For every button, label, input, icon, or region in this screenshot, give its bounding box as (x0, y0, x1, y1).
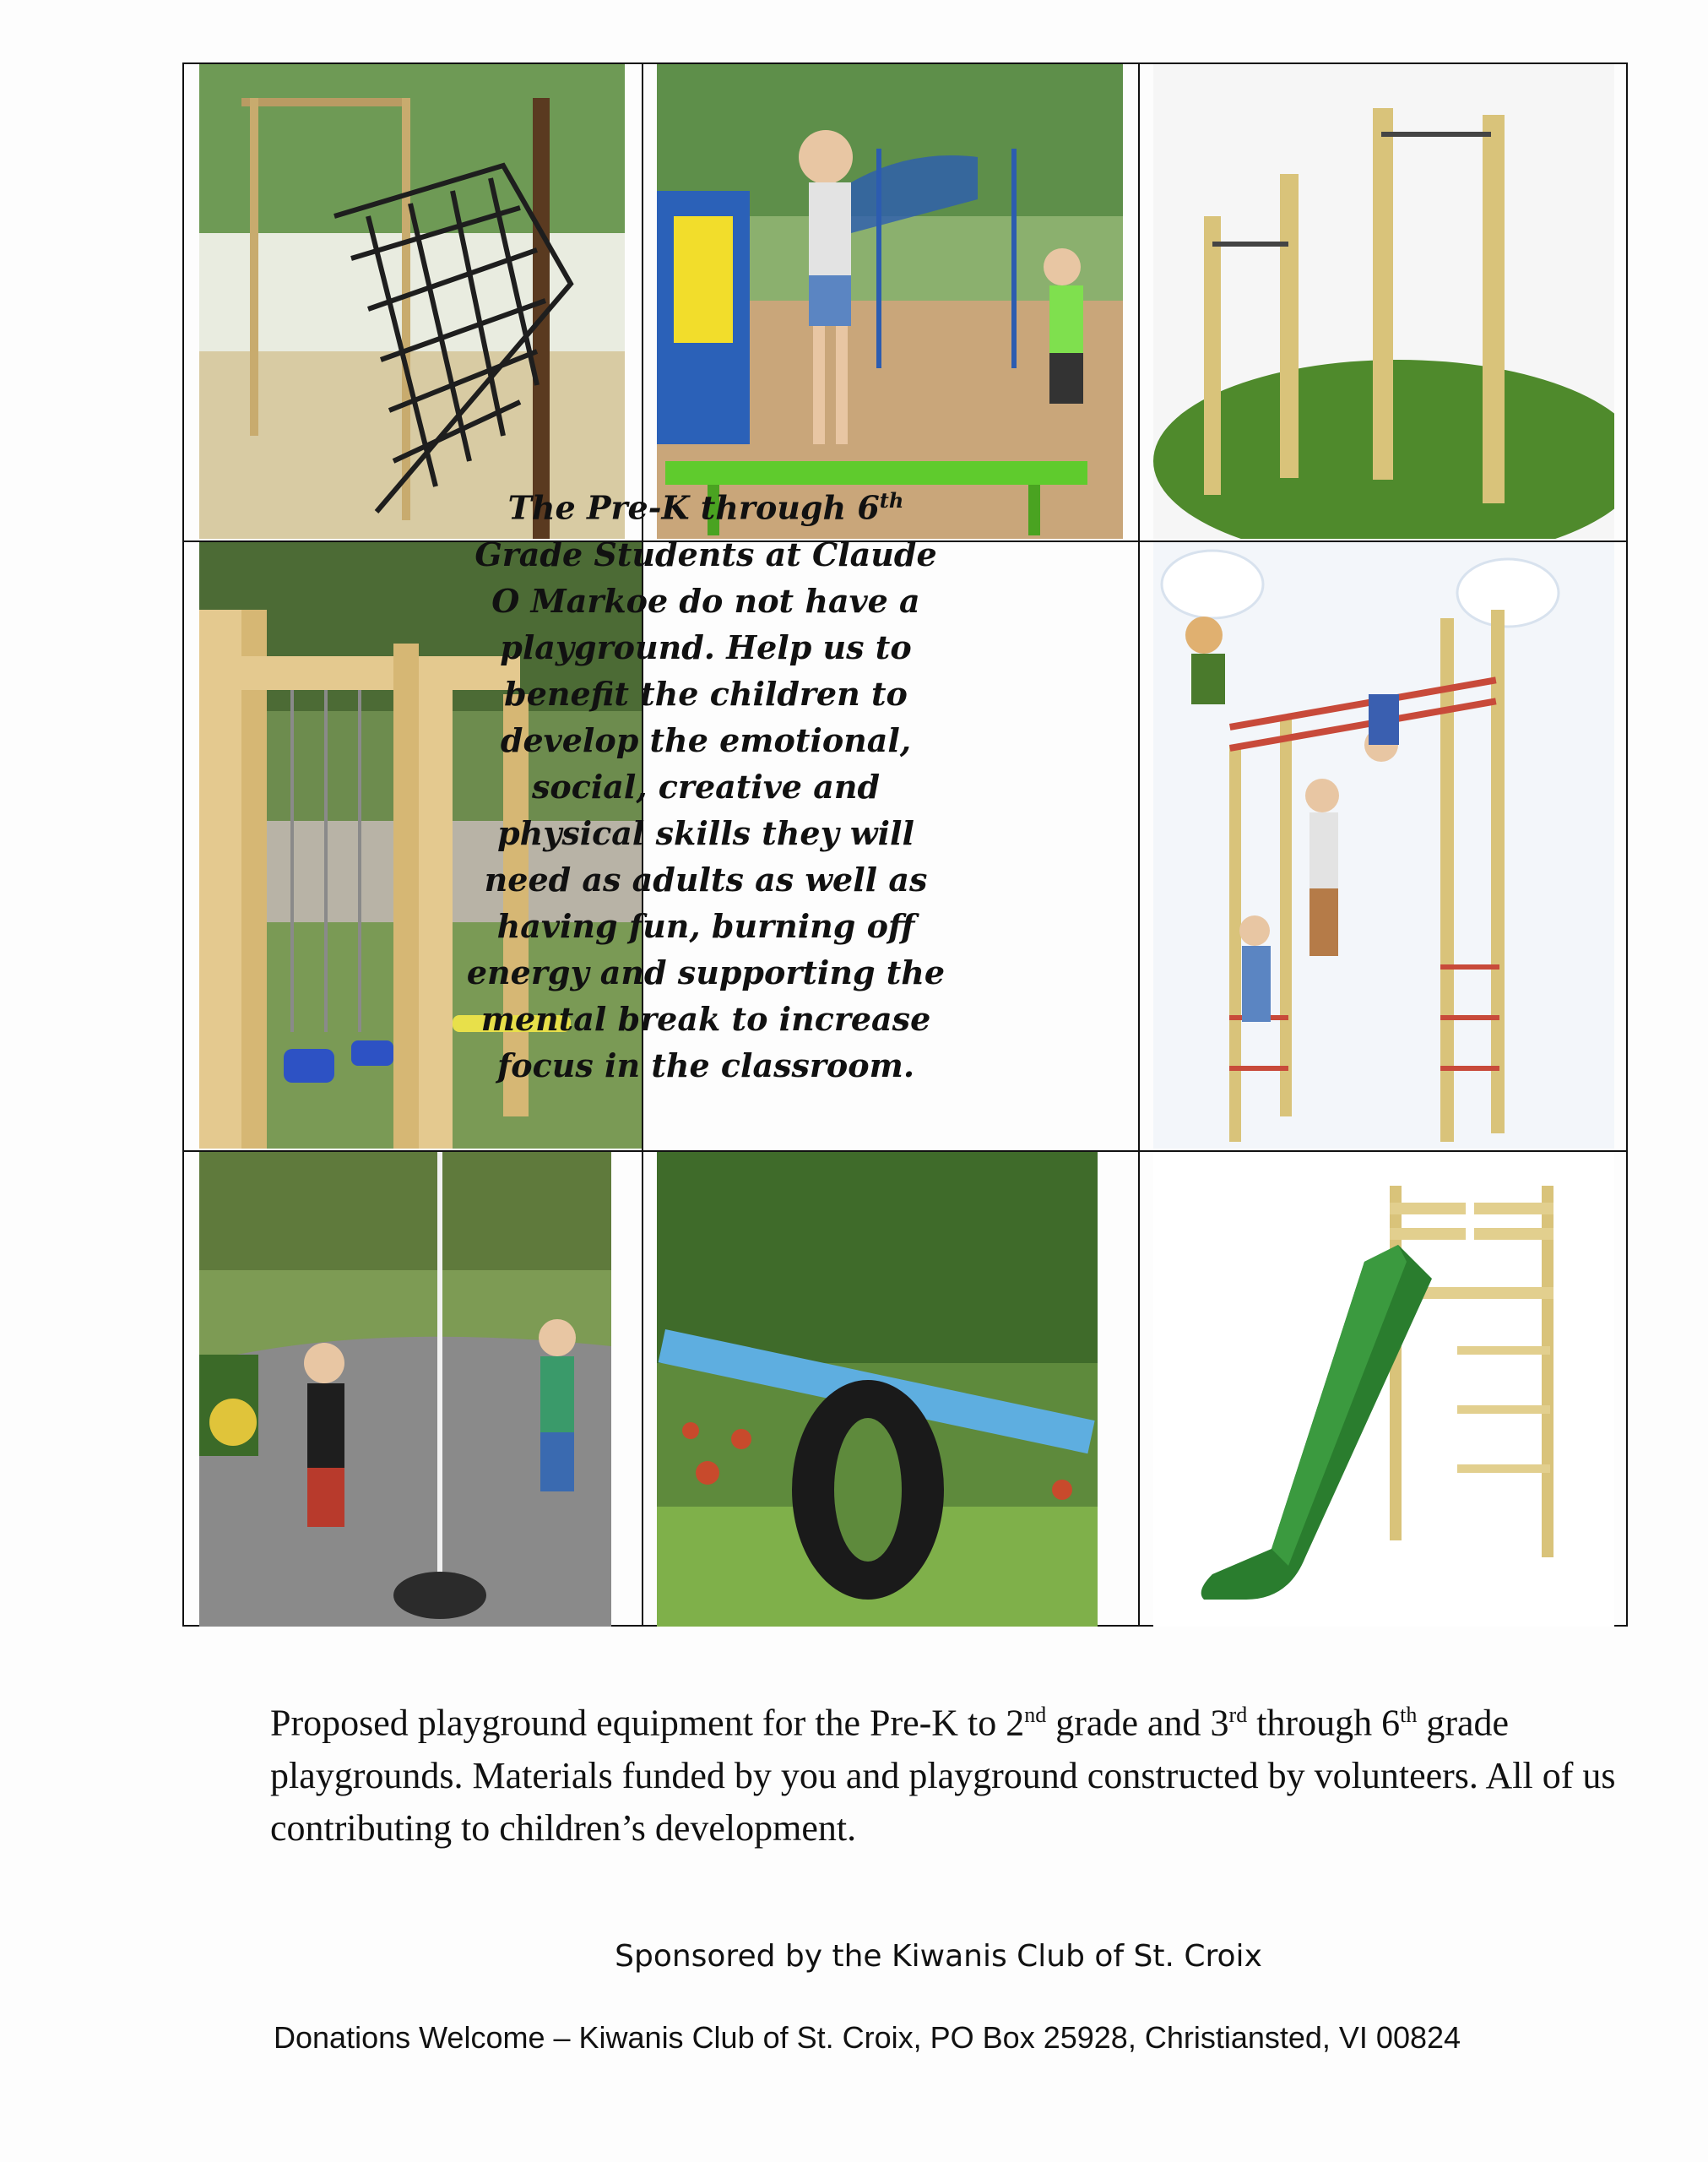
proposal-text-2: grade and 3 (1046, 1702, 1229, 1744)
tetherball-photo (199, 1152, 611, 1627)
superscript-rd: rd (1228, 1703, 1248, 1727)
superscript-th: th (879, 488, 904, 513)
pull-up-bars-photo (1153, 64, 1614, 539)
proposal-text-3: through 6 (1247, 1702, 1401, 1744)
sponsor-line: Sponsored by the Kiwanis Club of St. Croix (615, 1939, 1262, 1974)
tire-seesaw-photo (657, 1152, 1098, 1627)
appeal-body: Grade Students at Claude O Markoe do not have a playground. Help us to benefit the children to develop the emotional, social, creative and physical skills they will need as adults as well as having fun, burning off energy and supporting the mental break to increase focus in the classroom. (466, 535, 946, 1084)
monkey-bars-photo (1153, 542, 1614, 1149)
proposal-text-1: Proposed playground equipment for the Pre-K to 2 (270, 1702, 1025, 1744)
proposal-paragraph (270, 1689, 1638, 1855)
appeal-line1: The Pre-K through 6 (507, 488, 880, 527)
proposal-text-4: grade playgrounds. Materials funded by you and playground constructed by volunteers. All of us contributing to children’s development. (270, 1702, 1616, 1849)
superscript-th-2: th (1400, 1703, 1418, 1727)
cargo-net-climber-photo (199, 64, 625, 539)
appeal-text (461, 477, 951, 1136)
donations-line: Donations Welcome – Kiwanis Club of St. Croix, PO Box 25928, Christiansted, VI 00824 (274, 2020, 1461, 2055)
grid-divider (1138, 64, 1140, 1625)
superscript-nd: nd (1024, 1703, 1047, 1727)
slide-playhouse-photo (1153, 1152, 1614, 1627)
balance-beam-photo (657, 64, 1123, 539)
